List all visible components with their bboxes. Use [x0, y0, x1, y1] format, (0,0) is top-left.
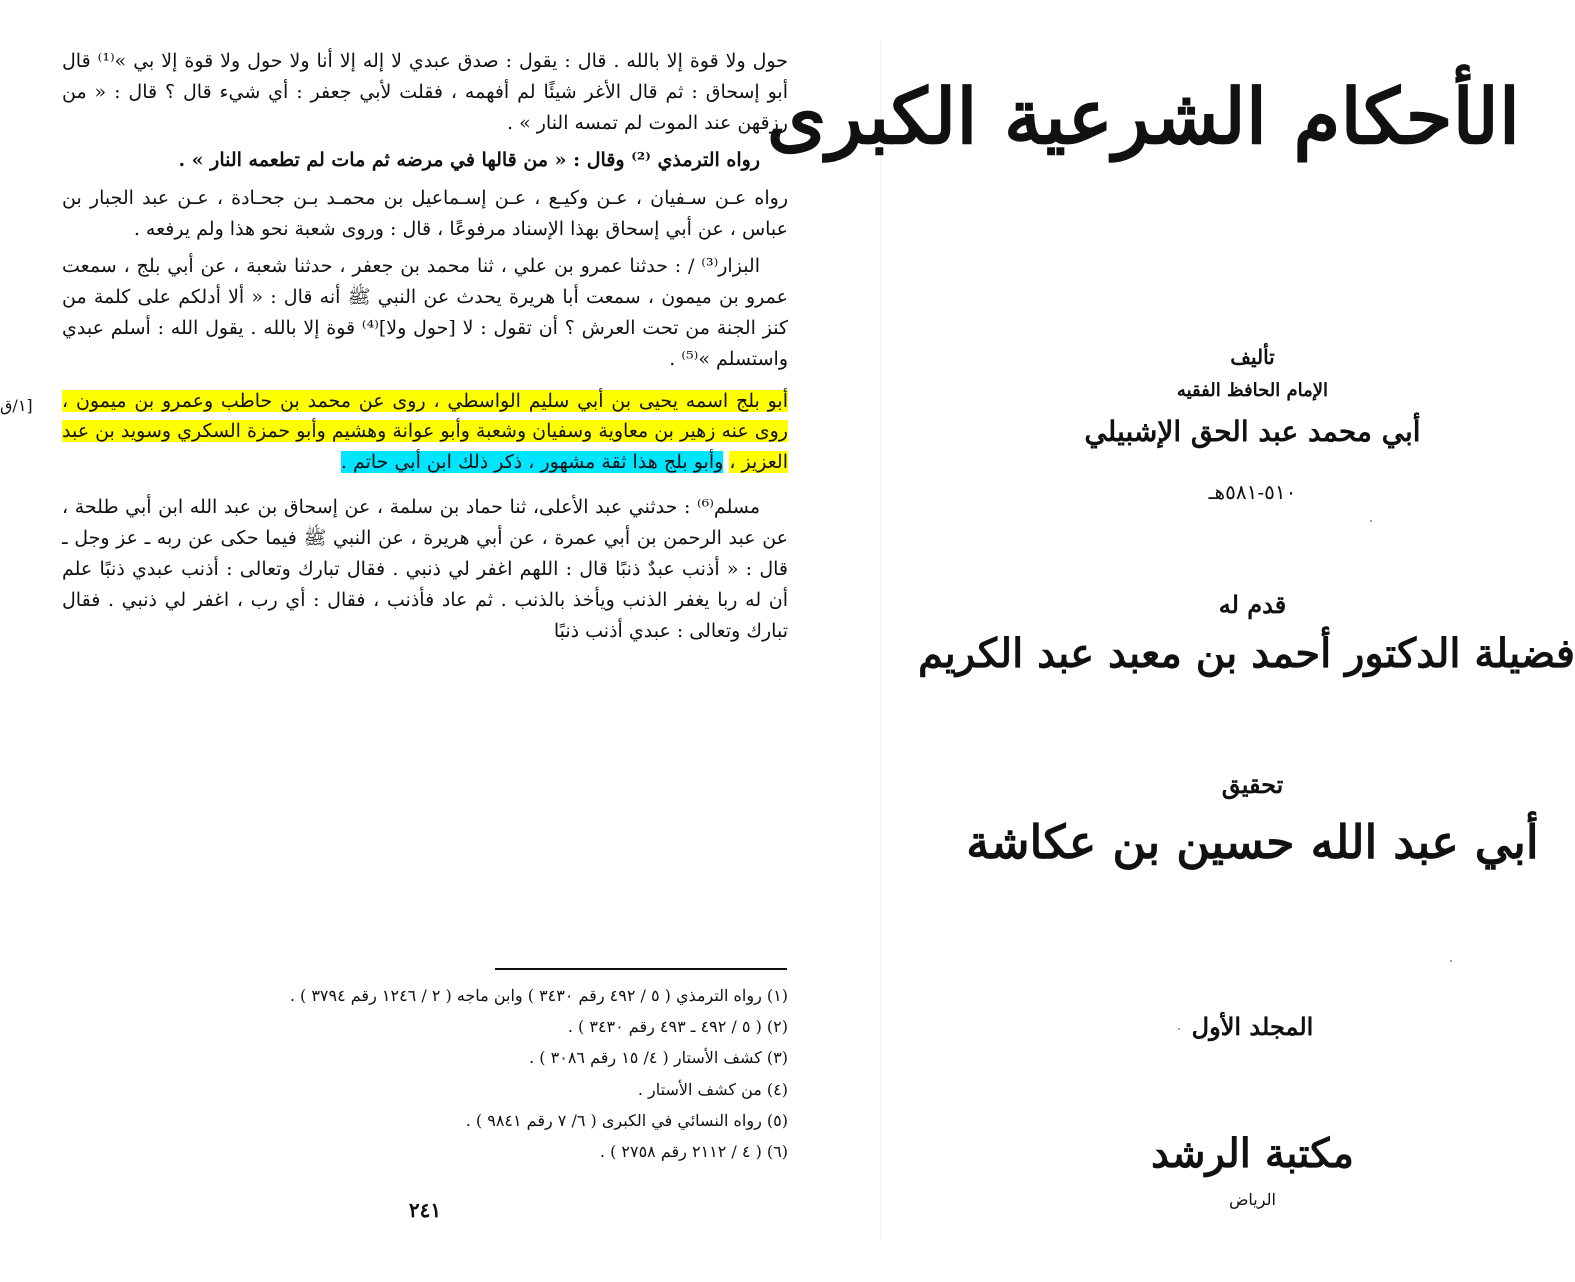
- paper-speck: [1370, 520, 1372, 522]
- publisher-name: مكتبة الرشد: [1151, 1130, 1354, 1177]
- footnote-5: (٥) رواه النسائي في الكبرى ( ٦/ ٧ رقم ٩٨٤١ ) .: [465, 1110, 788, 1130]
- highlight-paragraph: [62, 386, 788, 478]
- intro-label: قدم له: [1218, 590, 1287, 619]
- footnotes: [62, 980, 788, 1167]
- paragraph-4: البزار⁽³⁾ / : حدثنا عمرو بن علي ، ثنا محمد بن جعفر ، حدثنا شعبة ، عن أبي بلج ، سمعت عمرو بن ميمون ، سمعت أبا هريرة يحدث عن النبي ﷺ أنه قال : « ألا أدلكم على كلمة من كنز الجنة من تحت العرش ؟ أن تقول : لا [حول ولا]⁽⁴⁾ قوة إلا بالله . يقول الله : أسلم عبدي واستسلم »⁽⁵⁾ .: [62, 254, 788, 371]
- paper-speck: [1178, 1028, 1180, 1030]
- volume-label: المجلد الأول: [1191, 1012, 1314, 1041]
- footnote-1: (١) رواه الترمذي ( ٥ / ٤٩٢ رقم ٣٤٣٠ ) وابن ماجه ( ٢ / ١٢٤٦ رقم ٣٧٩٤ ) .: [289, 986, 788, 1005]
- footnote-6: (٦) ( ٤ / ٢١١٢ رقم ٢٧٥٨ ) .: [599, 1141, 788, 1161]
- intro-name: فضيلة الدكتور أحمد بن معبد عبد الكريم: [918, 630, 1575, 677]
- page-gutter: [880, 40, 881, 1240]
- body-text: [62, 46, 788, 654]
- paragraph-1: حول ولا قوة إلا بالله . قال : يقول : صدق عبدي لا إله إلا أنا ولا حول ولا قوة إلا بي »⁽¹⁾ قال أبو إسحاق : ثم قال الأغر شيئًا لم أفهمه ، فقلت لأبي جعفر : أي شيء قال ؟ قال : « من رزقهن عند الموت لم تمسه النار » .: [62, 50, 788, 135]
- book-title: الأحكام الشرعية الكبرى: [766, 72, 1520, 161]
- author-epithet: الإمام الحافظ الفقيه: [1176, 380, 1329, 401]
- paragraph-5: مسلم⁽⁶⁾ : حدثني عبد الأعلى، ثنا حماد بن سلمة ، عن إسحاق بن عبد الله ابن أبي طلحة ، عن عبد الرحمن بن أبي عمرة ، عن أبي هريرة ، عن النبي ﷺ فيما حكى عن ربه ـ عز وجل ـ قال : « أذنب عبدٌ ذنبًا قال : اللهم اغفر لي ذنبي . فقال تبارك وتعالى : أذنب عبدي ذنبًا علم أن له ربا يغفر الذنب ويأخذ بالذنب . ثم عاد فأذنب ، فقال : أي رب ، اغفر لي ذنبي . فقال تبارك وتعالى : عبدي أذنب ذنبًا: [62, 495, 788, 643]
- cyan-highlight: وأبو بلج هذا ثقة مشهور ، ذكر ذلك ابن أبي حاتم .: [340, 451, 724, 474]
- manuscript-folio-marker: [١/ق: [0, 396, 33, 415]
- footnote-3: (٣) كشف الأستار ( ٤/ ١٥ رقم ٣٠٨٦ ) .: [529, 1048, 788, 1068]
- authored-label: تأليف: [1230, 345, 1275, 369]
- editor-label: تحقيق: [1221, 770, 1284, 799]
- footnote-divider: [495, 968, 787, 970]
- footnote-2: (٢) ( ٥ / ٤٩٢ ـ ٤٩٣ رقم ٣٤٣٠ ) .: [567, 1017, 788, 1037]
- footnote-4: (٤) من كشف الأستار .: [637, 1079, 788, 1099]
- publisher-city: الرياض: [1229, 1190, 1276, 1209]
- paragraph-2: رواه الترمذي ⁽²⁾ وقال : « من قالها في مرضه ثم مات لم تطعمه النار » .: [178, 149, 760, 172]
- author-name: أبي محمد عبد الحق الإشبيلي: [1084, 415, 1421, 448]
- page-number: ٢٤١: [408, 1198, 442, 1222]
- right-page-cover: [766, 0, 1575, 1282]
- yellow-highlight: أبو بلج اسمه يحيى بن أبي سليم الواسطي ، روى عن محمد بن حاطب وعمرو بن ميمون ، روى عنه زهير بن معاوية وسفيان وشعبة وأبو عوانة وهشيم وأبو حمزة السكري وسويد بن عبد العزيز ،: [62, 389, 788, 474]
- author-dates: ٥١٠-٥٨١هـ: [1208, 480, 1297, 504]
- editor-name: أبي عبد الله حسين بن عكاشة: [966, 815, 1539, 869]
- paragraph-3: رواه عـن سـفيان ، عـن وكيـع ، عـن إسـماعيل بن محمـد بـن جحـادة ، عـن عبد الجبار بن عباس ، عن أبي إسحاق بهذا الإسناد مرفوعًا ، قال : وروى شعبة نحو هذا ولم يرفعه .: [62, 186, 788, 240]
- paper-speck: [1450, 960, 1452, 962]
